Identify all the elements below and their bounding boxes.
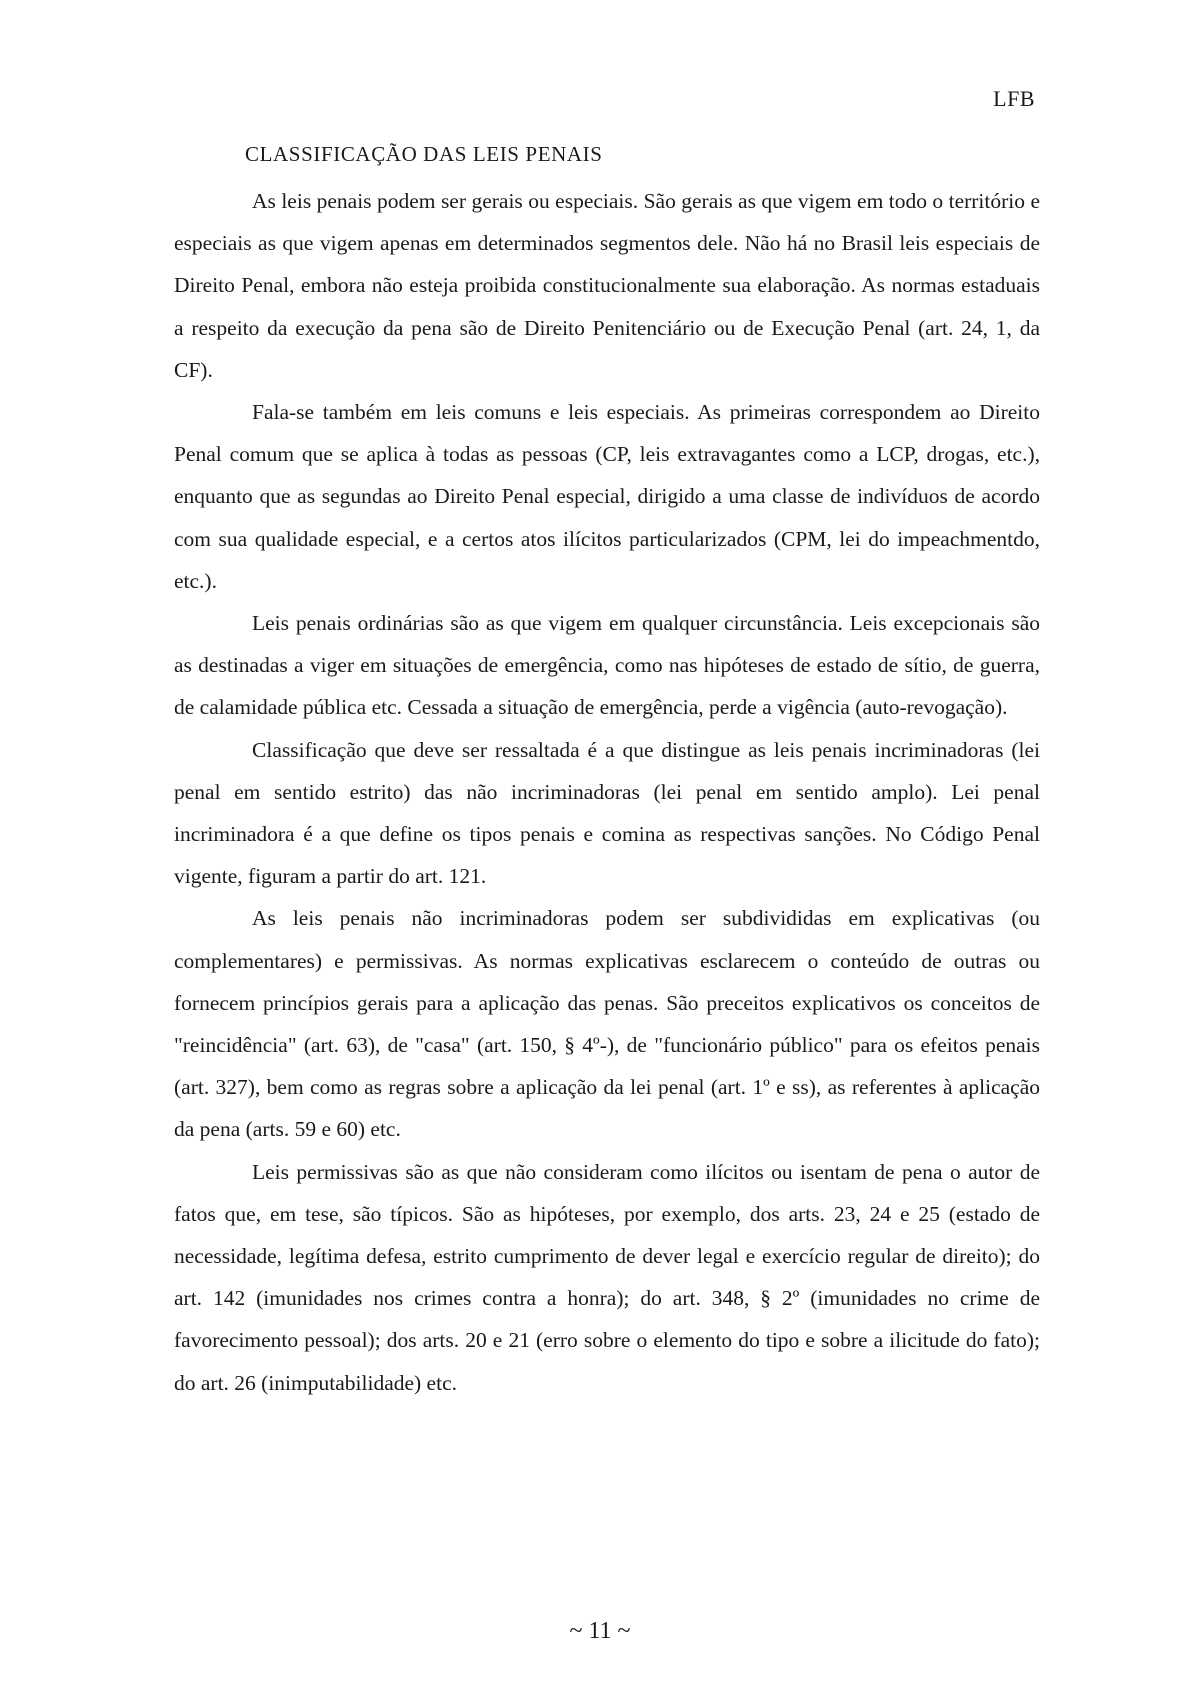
page-number: ~ 11 ~: [569, 1618, 631, 1644]
section-title: CLASSIFICAÇÃO DAS LEIS PENAIS: [245, 142, 603, 166]
body-text: [174, 180, 1040, 1404]
paragraph: Leis penais ordinárias são as que vigem em qualquer circunstância. Leis excepcionais são as destinadas a viger em situações de emergência, como nas hipóteses de estado de sítio, de guerra, de calamidade pública etc. Cessada a situação de emergência, perde a vigência (auto-revogação).: [174, 611, 1040, 720]
paragraph: As leis penais não incriminadoras podem ser subdivididas em explicativas (ou complementares) e permissivas. As normas explicativas esclarecem o conteúdo de outras ou fornecem princípios gerais para a aplicação das penas. São preceitos explicativos os conceitos de "reincidência" (art. 63), de "casa" (art. 150, § 4º-), de "funcionário público" para os efeitos penais (art. 327), bem como as regras sobre a aplicação da lei penal (art. 1º e ss), as referentes à aplicação da pena (arts. 59 e 60) etc.: [174, 906, 1040, 1142]
paragraph: Fala-se também em leis comuns e leis especiais. As primeiras correspondem ao Direito Penal comum que se aplica à todas as pessoas (CP, leis extravagantes como a LCP, drogas, etc.), enquanto que as segundas ao Direito Penal especial, dirigido a uma classe de indivíduos de acordo com sua qualidade especial, e a certos atos ilícitos particularizados (CPM, lei do impeachmentdo, etc.).: [174, 400, 1040, 593]
paragraph: As leis penais podem ser gerais ou especiais. São gerais as que vigem em todo o território e especiais as que vigem apenas em determinados segmentos dele. Não há no Brasil leis especiais de Direito Penal, embora não esteja proibida constitucionalmente sua elaboração. As normas estaduais a respeito da execução da pena são de Direito Penitenciário ou de Execução Penal (art. 24, 1, da CF).: [174, 189, 1040, 382]
paragraph: Classificação que deve ser ressaltada é a que distingue as leis penais incriminadoras (lei penal em sentido estrito) das não incriminadoras (lei penal em sentido amplo). Lei penal incriminadora é a que define os tipos penais e comina as respectivas sanções. No Código Penal vigente, figuram a partir do art. 121.: [174, 737, 1040, 889]
paragraph: Leis permissivas são as que não consideram como ilícitos ou isentam de pena o autor de fatos que, em tese, são típicos. São as hipóteses, por exemplo, dos arts. 23, 24 e 25 (estado de necessidade, legítima defesa, estrito cumprimento de dever legal e exercício regular de direito); do art. 142 (imunidades nos crimes contra a honra); do art. 348, § 2º (imunidades no crime de favorecimento pessoal); dos arts. 20 e 21 (erro sobre o elemento do tipo e sobre a ilicitude do fato); do art. 26 (inimputabilidade) etc.: [174, 1159, 1040, 1395]
running-head: LFB: [993, 86, 1035, 111]
